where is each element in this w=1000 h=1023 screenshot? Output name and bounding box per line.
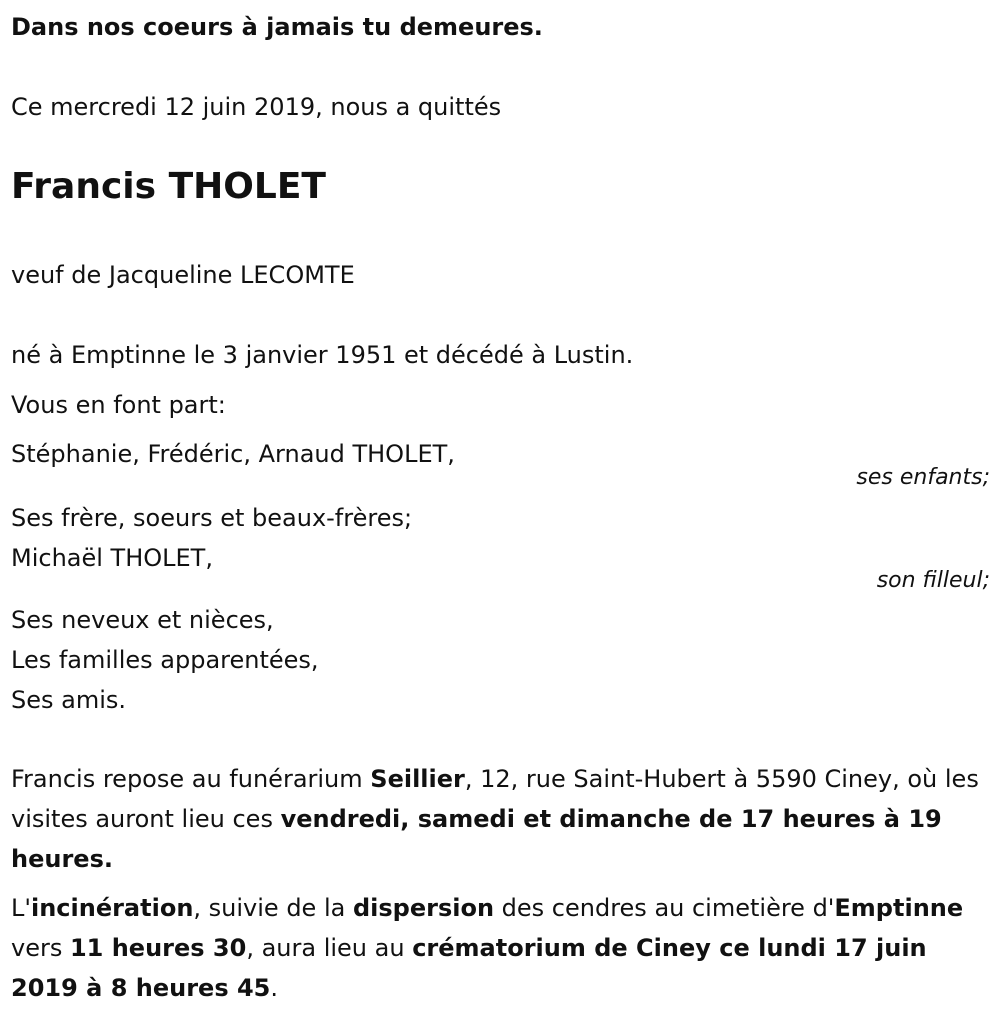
cremation-paragraph xyxy=(11,888,991,1008)
widower-text: veuf de Jacqueline LECOMTE xyxy=(11,261,355,289)
birth-death-text: né à Emptinne le 3 janvier 1951 et décédé à Lustin. xyxy=(11,341,634,369)
children-role: ses enfants; xyxy=(856,465,990,490)
announce-text: Vous en font part: xyxy=(11,391,226,419)
godson-name: Michaël THOLET, xyxy=(11,544,213,572)
cremation-text-1: L' xyxy=(11,894,31,922)
dispersion-label: dispersion xyxy=(352,894,495,922)
repose-text-1: Francis repose au funérarium xyxy=(11,765,371,793)
dispersion-time: 11 heures 30 xyxy=(69,934,247,962)
repose-text-2: , 12, rue Saint-Hubert à 5590 Ciney, où les visites auront lieu ces xyxy=(11,765,979,833)
families-text: Les familles apparentées, xyxy=(11,646,319,674)
motto: Dans nos coeurs à jamais tu demeures. xyxy=(11,13,543,41)
siblings-text: Ses frère, soeurs et beaux-frères; xyxy=(11,504,413,532)
deceased-name: Francis THOLET xyxy=(11,166,326,207)
cremation-text-2: , suivie de la xyxy=(193,894,353,922)
cremation-text-5: , aura lieu au xyxy=(246,934,413,962)
intro-text: Ce mercredi 12 juin 2019, nous a quittés xyxy=(11,93,502,121)
cremation-text-3: des cendres au cimetière d' xyxy=(494,894,835,922)
nephews-text: Ses neveux et nièces, xyxy=(11,606,274,634)
repose-paragraph xyxy=(11,759,991,879)
visiting-hours: vendredi, samedi et dimanche de 17 heures à 19 heures. xyxy=(11,805,942,873)
cemetery-name: Emptinne xyxy=(834,894,964,922)
incineration-label: incinération xyxy=(30,894,194,922)
funeral-home-name: Seillier xyxy=(370,765,465,793)
cremation-text-6: . xyxy=(270,974,278,1002)
children-names: Stéphanie, Frédéric, Arnaud THOLET, xyxy=(11,440,455,468)
crematorium-date-time: crématorium de Ciney ce lundi 17 juin 2019 à 8 heures 45 xyxy=(11,934,927,1002)
cremation-text-4: vers xyxy=(11,934,70,962)
friends-text: Ses amis. xyxy=(11,686,127,714)
godson-role: son filleul; xyxy=(876,568,990,593)
